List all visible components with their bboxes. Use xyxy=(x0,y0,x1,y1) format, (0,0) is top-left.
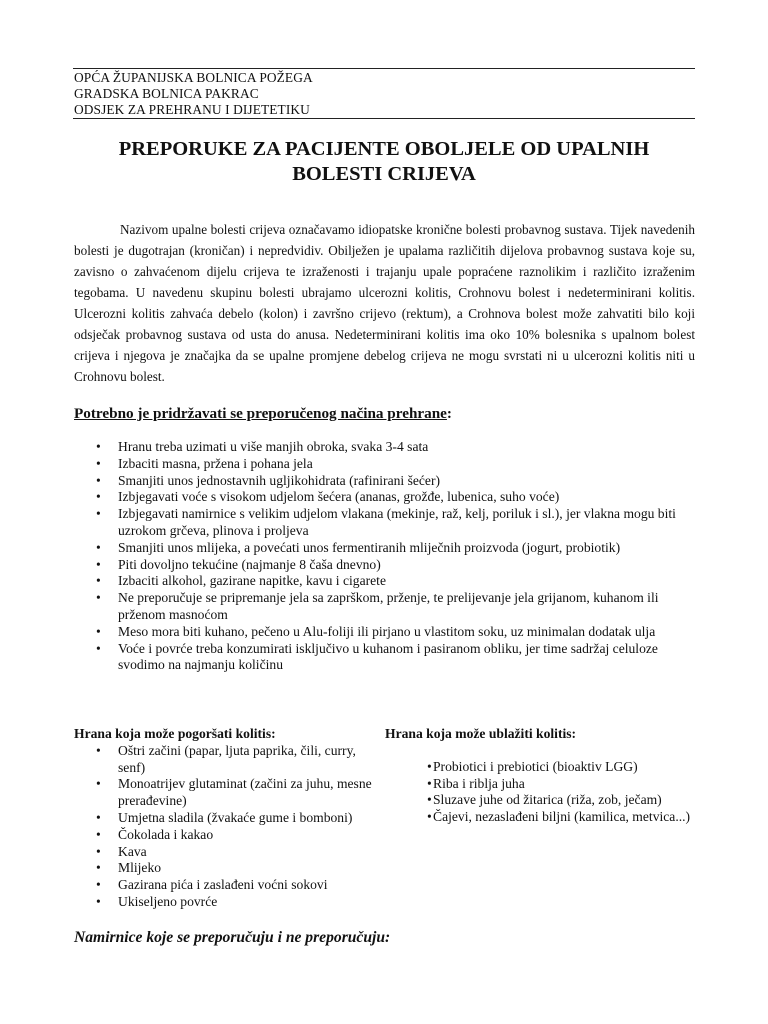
recommendation-item xyxy=(74,506,694,540)
relieve-list xyxy=(385,759,705,826)
bullet-icon: • xyxy=(96,776,101,792)
worsen-item-text: Monoatrijev glutaminat (začini za juhu, mesne prerađevine) xyxy=(118,776,372,809)
bullet-icon: • xyxy=(96,506,101,522)
worsen-item xyxy=(74,743,374,777)
recommendation-item-text: Ne preporučuje se pripremanje jela sa zaprškom, prženje, te prelijevanje jela grijanom, kuhanom ili prženom masnoćom xyxy=(118,590,659,622)
relieve-item xyxy=(385,759,705,776)
bullet-icon: • xyxy=(96,877,101,893)
worsen-heading: Hrana koja može pogoršati kolitis: xyxy=(74,726,276,741)
bullet-icon: • xyxy=(96,826,101,842)
worsen-item xyxy=(74,877,374,894)
worsen-item-text: Oštri začini (papar, ljuta paprika, čili, curry, senf) xyxy=(118,742,356,775)
worsen-item xyxy=(74,894,374,911)
header-line-hospital: OPĆA ŽUPANIJSKA BOLNICA POŽEGA xyxy=(74,70,313,85)
recommendation-item-text: Izbjegavati voće s visokom udjelom šećera (ananas, grožđe, lubenica, suho voće) xyxy=(118,489,560,505)
worsen-item-text: Gazirana pića i zaslađeni voćni sokovi xyxy=(118,877,328,893)
worsen-item xyxy=(74,776,374,810)
bullet-icon: • xyxy=(96,742,101,758)
relieve-item xyxy=(385,776,705,793)
worsen-item-text: Čokolada i kakao xyxy=(118,826,214,842)
recommendation-item xyxy=(74,473,694,490)
bullet-icon: • xyxy=(96,640,101,656)
bullet-icon: • xyxy=(96,472,101,488)
recommendation-item-text: Piti dovoljno tekućine (najmanje 8 čaša dnevno) xyxy=(118,556,381,572)
header-top-rule xyxy=(73,68,695,69)
recommendation-item xyxy=(74,456,694,473)
bullet-icon: • xyxy=(427,775,432,791)
worsen-column xyxy=(74,726,374,911)
recommendation-item xyxy=(74,489,694,506)
recommendation-item-text: Izbaciti alkohol, gazirane napitke, kavu i cigarete xyxy=(118,573,386,589)
recommendation-item xyxy=(74,641,694,675)
relieve-item xyxy=(385,792,705,809)
diet-section-heading xyxy=(74,405,452,423)
relieve-column xyxy=(385,726,705,826)
institution-header xyxy=(74,70,313,118)
title-line-1: PREPORUKE ZA PACIJENTE OBOLJELE OD UPALNIH xyxy=(118,138,650,160)
worsen-item xyxy=(74,827,374,844)
recommendations-list xyxy=(74,439,694,674)
worsen-item-text: Mlijeko xyxy=(118,860,162,876)
relieve-item-text: Riba i riblja juha xyxy=(433,775,525,791)
bullet-icon: • xyxy=(96,573,101,589)
header-line-department: ODSJEK ZA PREHRANU I DIJETETIKU xyxy=(74,102,310,117)
bullet-icon: • xyxy=(96,860,101,876)
relieve-item-text: Sluzave juhe od žitarica (riža, zob, ječam) xyxy=(433,792,662,808)
recommendation-item-text: Voće i povrće treba konzumirati isključivo u kuhanom i pasiranom obliku, jer time sadržaj celuloze svodimo na najmanju količinu xyxy=(118,640,658,673)
relieve-item-text: Probiotici i prebiotici (bioaktiv LGG) xyxy=(433,758,638,774)
recommendation-item-text: Hranu treba uzimati u više manjih obroka, svaka 3-4 sata xyxy=(118,439,429,454)
header-line-city-hospital: GRADSKA BOLNICA PAKRAC xyxy=(74,86,259,101)
bullet-icon: • xyxy=(427,792,432,808)
bullet-icon: • xyxy=(427,758,432,774)
worsen-item xyxy=(74,810,374,827)
diet-section-heading-colon: : xyxy=(446,405,452,422)
bullet-icon: • xyxy=(427,809,432,825)
bullet-icon: • xyxy=(96,439,101,454)
diet-section-heading-text: Potrebno je pridržavati se preporučenog načina prehrane xyxy=(74,405,447,422)
relieve-item-text: Čajevi, nezaslađeni biljni (kamilica, metvica...) xyxy=(433,809,691,825)
bullet-icon: • xyxy=(96,556,101,572)
worsen-item xyxy=(74,860,374,877)
worsen-item-text: Ukiseljeno povrće xyxy=(118,893,218,909)
bullet-icon: • xyxy=(96,455,101,471)
document-title xyxy=(74,137,694,187)
recommendation-item xyxy=(74,624,694,641)
relieve-heading: Hrana koja može ublažiti kolitis: xyxy=(385,726,577,741)
recommendation-item xyxy=(74,540,694,557)
recommendation-item-text: Izbaciti masna, pržena i pohana jela xyxy=(118,455,313,471)
worsen-item xyxy=(74,844,374,861)
recommendation-item-text: Smanjiti unos mlijeka, a povećati unos fermentiranih mliječnih proizvoda (jogurt, probiotik) xyxy=(118,539,621,555)
recommendation-item xyxy=(74,590,694,624)
bullet-icon: • xyxy=(96,489,101,505)
recommendation-item xyxy=(74,439,694,456)
bullet-icon: • xyxy=(96,809,101,825)
worsen-item-text: Kava xyxy=(118,843,147,859)
recommendation-item-text: Izbjegavati namirnice s velikim udjelom vlakana (mekinje, raž, kelj, poriluk i sl.), jer vlakna mogu biti uzrokom grčeva, plinova i proljeva xyxy=(118,506,676,538)
bullet-icon: • xyxy=(96,893,101,909)
worsen-list xyxy=(74,743,374,911)
bullet-icon: • xyxy=(96,590,101,606)
recommendation-item-text: Smanjiti unos jednostavnih ugljikohidrata (rafinirani šećer) xyxy=(118,472,441,488)
recommendation-item-text: Meso mora biti kuhano, pečeno u Alu-foliji ili pirjano u vlastitom soku, uz minimalan dodatak ulja xyxy=(118,623,656,639)
bullet-icon: • xyxy=(96,539,101,555)
bullet-icon: • xyxy=(96,843,101,859)
recommendation-item xyxy=(74,573,694,590)
worsen-item-text: Umjetna sladila (žvakaće gume i bomboni) xyxy=(118,809,353,825)
header-bottom-rule xyxy=(73,118,695,119)
intro-paragraph: Nazivom upalne bolesti crijeva označavamo idiopatske kronične bolesti probavnog sustava. Tijek navedenih bolesti je dugotrajan (kroničan) i nepredvidiv. Obilježen je upalama različitih dijelova probavnog sustava koje su, zavisno o zahvaćenom dijelu crijeva te izraženosti i trajanju upale popraćene raznolikim i različito izraženim tegobama. U navedenu skupinu bolesti ubrajamo ulcerozni kolitis, Crohnovu bolest i nedeterminirani kolitis. Ulcerozni kolitis zahvaća debelo (kolon) i završno crijevo (rektum), a Crohnova bolest može zahvatiti bilo koji odsječak probavnog sustava od usta do anusa. Nedeterminirani kolitis ima oko 10% bolesnika s upalnom bolest crijeva i njegova je značajka da se upalne promjene debelog crijeva ne mogu svrstati ni u ulcerozni kolitis niti u Crohnovu bolest. xyxy=(74,222,695,384)
recommended-foods-heading: Namirnice koje se preporučuju i ne preporučuju: xyxy=(74,929,391,946)
bullet-icon: • xyxy=(96,623,101,639)
recommendation-item xyxy=(74,557,694,574)
title-line-2: BOLESTI CRIJEVA xyxy=(292,163,476,185)
relieve-item xyxy=(385,809,705,826)
